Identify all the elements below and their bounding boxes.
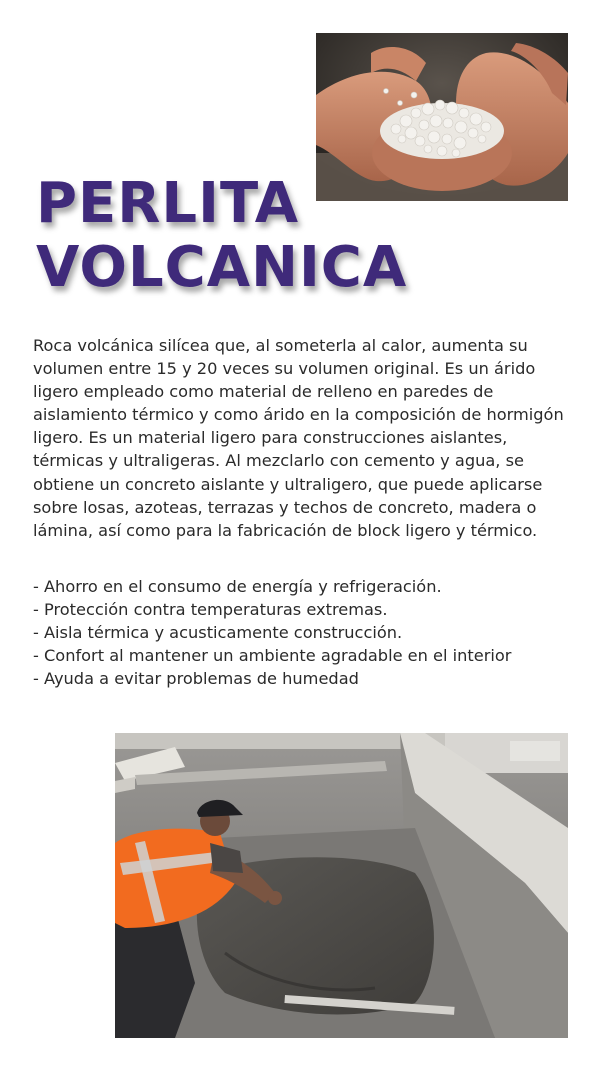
title-line-2: VOLCANICA: [36, 235, 408, 300]
benefit-item: - Confort al mantener un ambiente agradable en el interior: [33, 646, 512, 666]
benefits-list: [33, 575, 578, 690]
benefit-item: - Protección contra temperaturas extremas.: [33, 600, 388, 620]
benefit-item: - Aisla térmica y acusticamente construcción.: [33, 623, 403, 643]
benefit-item: - Ayuda a evitar problemas de humedad: [33, 669, 359, 689]
page-title: [36, 172, 407, 300]
worker-applying-concrete-roof-photo: [115, 733, 568, 1038]
roof-worker-illustration: [115, 733, 568, 1038]
benefit-item: - Ahorro en el consumo de energía y refrigeración.: [33, 577, 442, 596]
title-line-1: PERLITA: [36, 171, 300, 236]
description-paragraph: Roca volcánica silícea que, al someterla al calor, aumenta su volumen entre 15 y 20 veces su volumen original. Es un árido ligero empleado como material de relleno en paredes de aislamiento térmico y como árido en la composición de hormigón ligero. Es un material ligero para construcciones aislantes, térmicas y ultraligeras. Al mezclarlo con cemento y agua, se obtiene un concreto aislante y ultraligero, que puede aplicarse sobre losas, azoteas, terrazas y techos de concreto, madera o lámina, así como para la fabricación de block ligero y térmico.: [33, 336, 564, 540]
